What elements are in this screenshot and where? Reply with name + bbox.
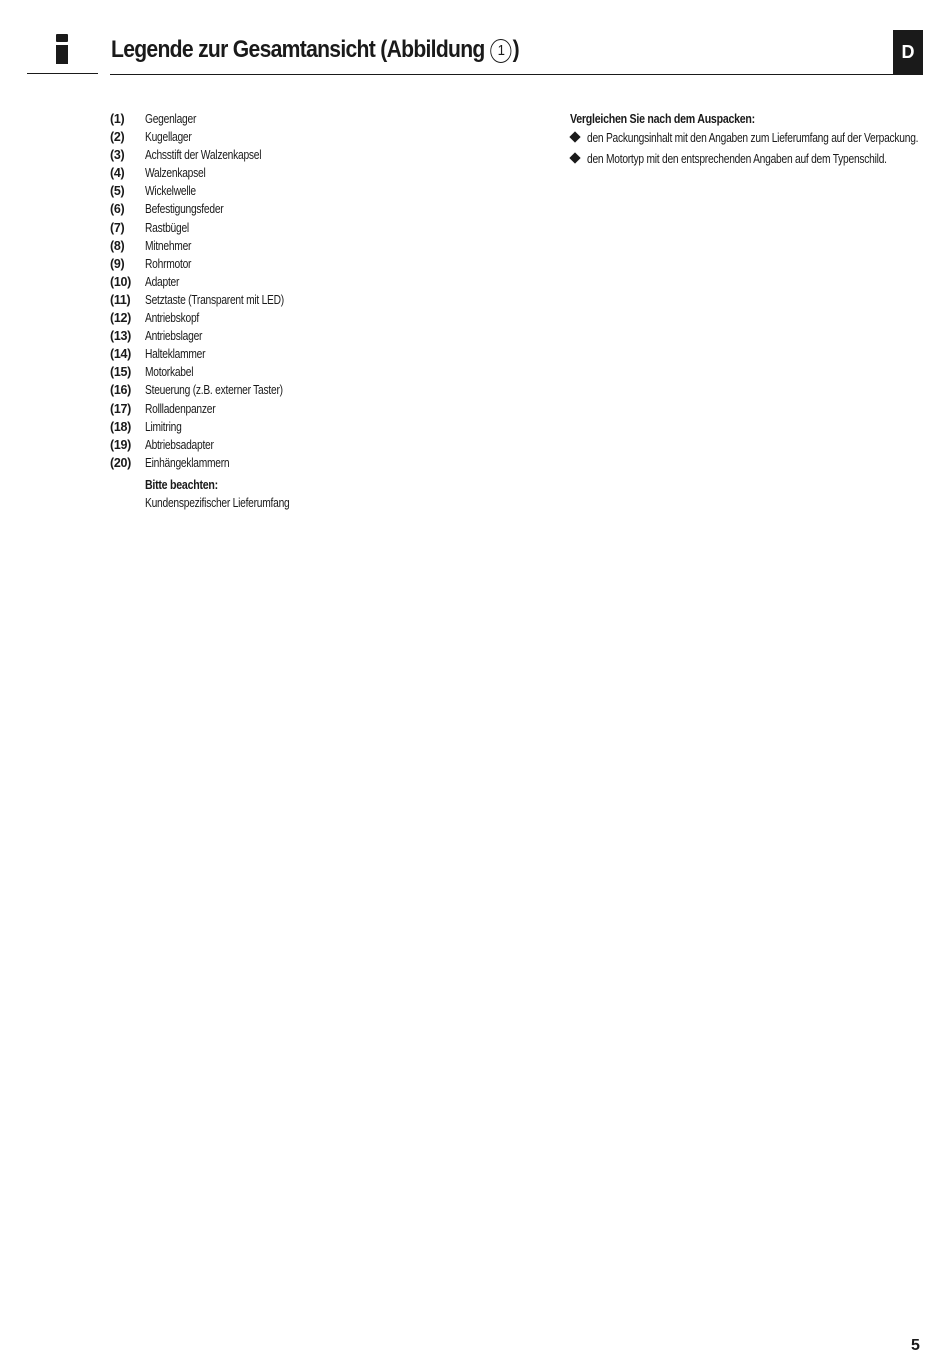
legend-item <box>110 219 321 237</box>
legend-item-label: Befestigungsfeder <box>145 202 224 217</box>
legend-item-label: Achsstift der Walzenkapsel <box>145 148 262 163</box>
legend-item-number: (6) <box>110 202 125 217</box>
legend-item <box>110 454 321 472</box>
unpacking-check-bullets <box>570 128 950 170</box>
legend-item-number: (10) <box>110 274 132 289</box>
legend-item <box>110 273 321 291</box>
legend-item-label: Einhängeklammern <box>145 455 230 470</box>
legend-item-label: Adapter <box>145 274 180 289</box>
note-text: Kundenspezifischer Lieferumfang <box>145 495 290 510</box>
page-number: 5 <box>911 1337 920 1354</box>
legend-item-number: (16) <box>110 383 132 398</box>
legend-item-number: (14) <box>110 347 132 362</box>
bullet-text: den Packungsinhalt mit den Angaben zum Lieferumfang auf der Verpackung. <box>587 131 919 145</box>
info-icon <box>56 34 68 64</box>
legend-item-label: Antriebskopf <box>145 311 200 326</box>
legend-item <box>110 146 321 164</box>
legend-item-label: Limitring <box>145 419 182 434</box>
info-icon-stem <box>56 45 68 64</box>
legend-item-label: Rastbügel <box>145 220 189 235</box>
legend-item <box>110 400 321 418</box>
legend-item <box>110 363 321 381</box>
legend-item <box>110 309 321 327</box>
legend-item-number: (9) <box>110 256 125 271</box>
legend-item-number: (20) <box>110 455 132 470</box>
info-icon-dot <box>56 34 68 42</box>
legend-item <box>110 418 321 436</box>
legend-item-number: (4) <box>110 166 125 181</box>
legend-item <box>110 128 321 146</box>
legend-item <box>110 345 321 363</box>
unpacking-check <box>570 110 950 170</box>
legend-item-number: (2) <box>110 130 125 145</box>
header-rule <box>110 74 893 75</box>
legend-item-label: Rollladenpanzer <box>145 401 216 416</box>
legend-item-number: (11) <box>110 292 131 307</box>
legend-item-label: Halteklammer <box>145 347 206 362</box>
legend-item-number: (19) <box>110 437 132 452</box>
diamond-bullet-icon <box>569 152 580 163</box>
legend-item-number: (12) <box>110 311 132 326</box>
legend-item <box>110 381 321 399</box>
legend-item <box>110 327 321 345</box>
legend-item-number: (1) <box>110 112 125 126</box>
diamond-bullet-icon <box>569 131 580 142</box>
legend-item <box>110 291 321 309</box>
legend-item-number: (15) <box>110 365 132 380</box>
legend-item-label: Antriebslager <box>145 329 203 344</box>
legend-item-label: Steuerung (z.B. externer Taster) <box>145 383 283 398</box>
legend-item-label: Walzenkapsel <box>145 166 206 181</box>
legend-item-number: (18) <box>110 419 132 434</box>
page-title-close: ) <box>512 36 520 63</box>
legend-item-label: Gegenlager <box>145 112 197 126</box>
legend-item-number: (7) <box>110 220 125 235</box>
note-title: Bitte beachten: <box>145 477 218 492</box>
legend-item-number: (5) <box>110 184 125 199</box>
language-tab: D <box>893 30 923 75</box>
legend-item-number: (17) <box>110 401 132 416</box>
legend-item <box>110 255 321 273</box>
page-title <box>111 36 519 64</box>
unpacking-check-title: Vergleichen Sie nach dem Auspacken: <box>570 112 755 126</box>
figure-number-circle: 1 <box>491 39 512 63</box>
legend-item-label: Rohrmotor <box>145 256 192 271</box>
legend-item <box>110 237 321 255</box>
bullet-item <box>570 149 950 170</box>
page-title-text: Legende zur Gesamtansicht (Abbildung <box>111 36 485 63</box>
legend-item-label: Wickelwelle <box>145 184 196 199</box>
legend-item-label: Motorkabel <box>145 365 194 380</box>
legend-item <box>110 436 321 454</box>
header-rule-left <box>27 73 98 74</box>
legend-list <box>110 110 321 513</box>
legend-item-label: Setztaste (Transparent mit LED) <box>145 292 284 307</box>
legend-item <box>110 182 321 200</box>
legend-item-number: (13) <box>110 329 132 344</box>
bullet-text: den Motortyp mit den entsprechenden Angaben auf dem Typenschild. <box>587 152 887 166</box>
bullet-item <box>570 128 950 149</box>
legend-note <box>145 476 321 513</box>
legend-item <box>110 164 321 182</box>
legend-rows <box>110 110 321 472</box>
legend-item <box>110 200 321 218</box>
legend-item-label: Kugellager <box>145 130 192 145</box>
legend-item <box>110 110 321 128</box>
legend-item-number: (8) <box>110 238 125 253</box>
legend-item-label: Abtriebsadapter <box>145 437 214 452</box>
legend-item-label: Mitnehmer <box>145 238 192 253</box>
legend-item-number: (3) <box>110 148 125 163</box>
